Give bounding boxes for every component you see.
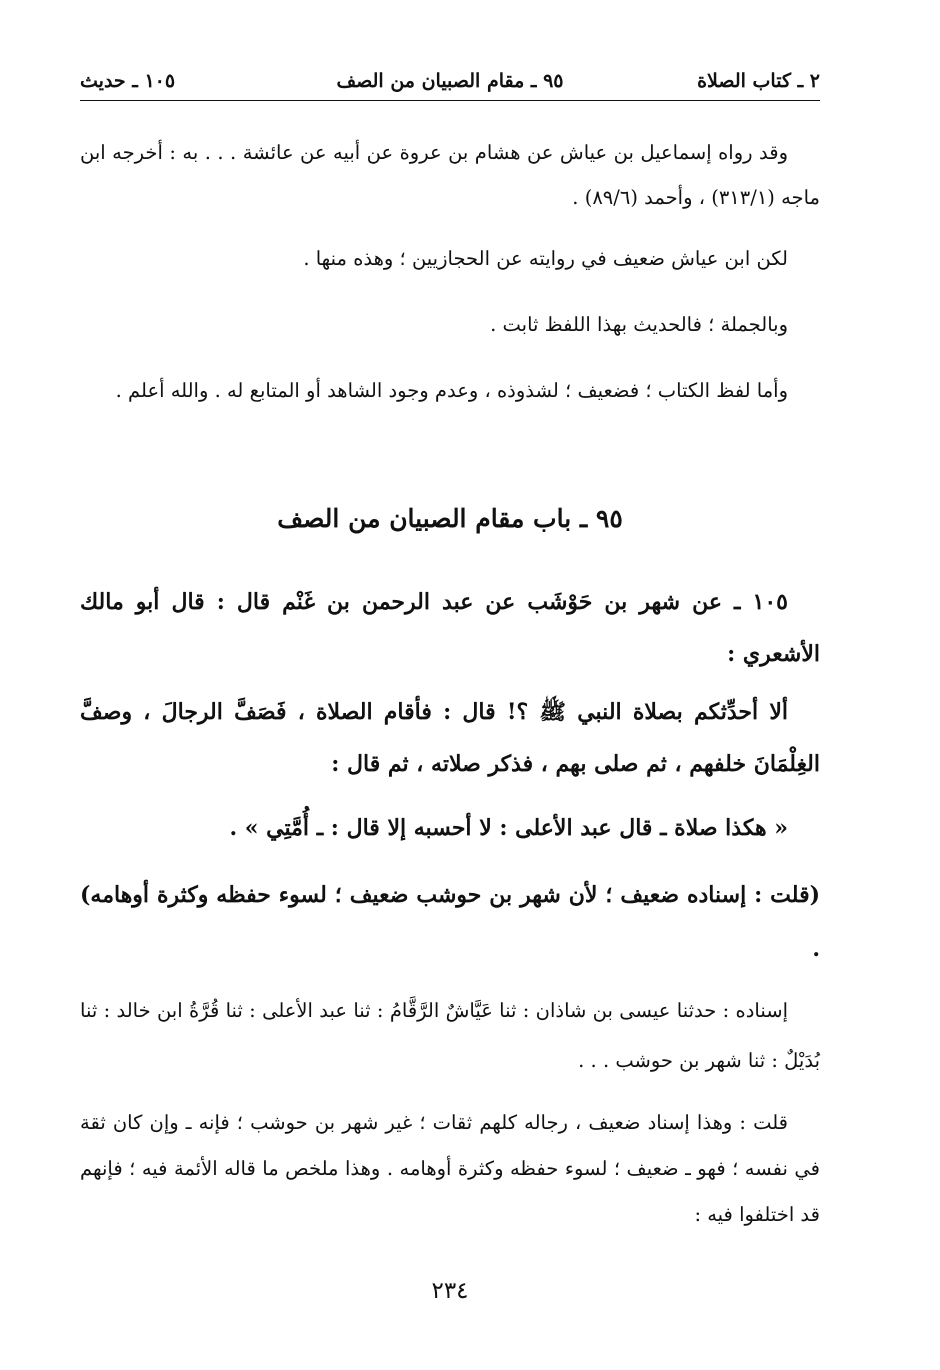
hadith-quote: « هكذا صلاة ـ قال عبد الأعلى : لا أحسبه إلا قال : ـ أُمَّتِي » . <box>229 815 788 841</box>
hadith-intro-block <box>80 576 820 680</box>
verdict-note: (قلت : إسناده ضعيف ؛ لأن شهر بن حوشب ضعيف ؛ لسوء حفظه وكثرة أوهامه) . <box>80 882 820 962</box>
hadith-intro: ١٠٥ ـ عن شهر بن حَوْشَب عن عبد الرحمن بن غَنْم قال : قال أبو مالك الأشعري : <box>80 589 820 667</box>
paragraph-block-1 <box>80 130 820 220</box>
hadith-text: ألا أحدِّثكم بصلاة النبي ﷺ ؟! قال : فأقام الصلاة ، فَصَفَّ الرجالَ ، وصفَّ الغِلْمَانَ خلفهم ، ثم صلى بهم ، فذكر صلاته ، ثم قال : <box>80 699 820 777</box>
paragraph-block-4 <box>80 368 820 413</box>
paragraph-summary: وبالجملة ؛ فالحديث بهذا اللفظ ثابت . <box>490 313 788 336</box>
paragraph-narration: وقد رواه إسماعيل بن عياش عن هشام بن عروة عن أبيه عن عائشة . . . به : أخرجه ابن ماجه (٣١٣/١) ، وأحمد (٨٩/٦) . <box>80 141 820 209</box>
header-chapter-title: ٩٥ ـ مقام الصبيان من الصف <box>336 70 564 92</box>
running-header <box>80 68 820 101</box>
hadith-quote-block <box>80 802 820 854</box>
verdict-block <box>80 868 820 976</box>
author-comment: قلت : وهذا إسناد ضعيف ، رجاله كلهم ثقات ؛ غير شهر بن حوشب ؛ فإنه ـ وإن كان ثقة في نفسه ؛ فهو ـ ضعيف ؛ لسوء حفظه وكثرة أوهامه . وهذا ملخص ما قاله الأئمة فيه ؛ فإنهم قد اختلفوا فيه : <box>80 1111 820 1226</box>
isnad-block <box>80 986 820 1086</box>
hadith-text-block <box>80 686 820 790</box>
header-book-title: ٢ ـ كتاب الصلاة <box>697 70 820 92</box>
comment-block <box>80 1100 820 1238</box>
section-heading-block <box>80 504 820 533</box>
paragraph-weakness: لكن ابن عياش ضعيف في روايته عن الحجازيين ؛ وهذه منها . <box>303 247 788 270</box>
header-hadith-number: ١٠٥ ـ حديث <box>80 70 176 92</box>
paragraph-block-2 <box>80 236 820 281</box>
paragraph-conclusion: وأما لفظ الكتاب ؛ فضعيف ؛ لشذوذه ، وعدم وجود الشاهد أو المتابع له . والله أعلم . <box>115 379 788 402</box>
isnad-chain: إسناده : حدثنا عيسى بن شاذان : ثنا عَيَّاشٌ الرَّقَّامُ : ثنا عبد الأعلى : ثنا قُرَّةُ ابن خالد : ثنا بُدَيْلٌ : ثنا شهر بن حوشب . . . <box>80 999 820 1072</box>
paragraph-block-3 <box>80 302 820 347</box>
book-page <box>80 68 820 1328</box>
section-heading: ٩٥ ـ باب مقام الصبيان من الصف <box>277 504 623 533</box>
page-number: ٢٣٤ <box>431 1278 469 1304</box>
